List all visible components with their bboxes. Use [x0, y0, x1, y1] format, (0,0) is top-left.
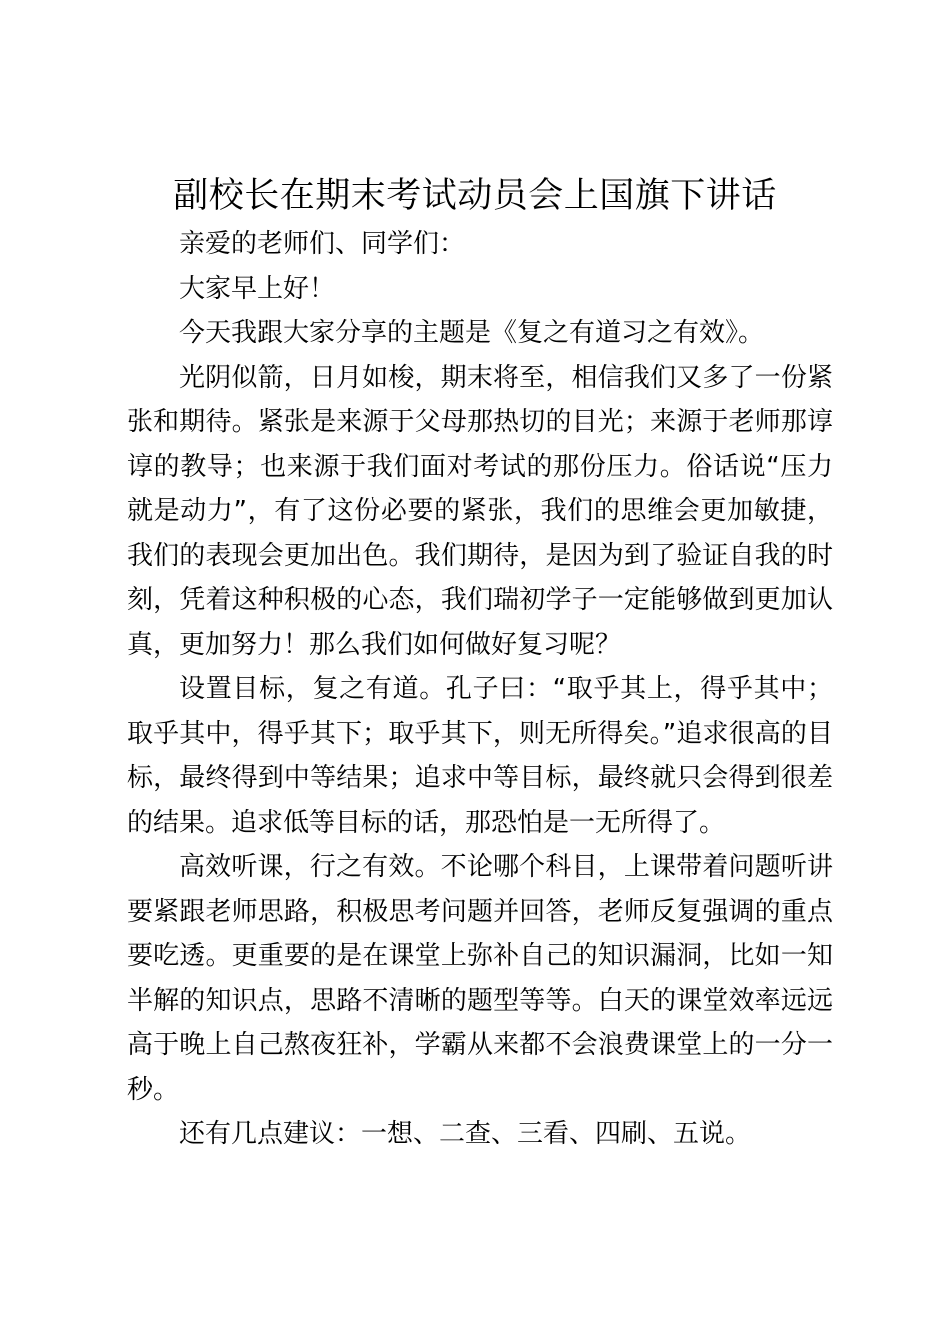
body-paragraph: 光阴似箭，日月如梭，期末将至，相信我们又多了一份紧张和期待。紧张是来源于父母那热切的目光；来源于老师那谆谆的教导；也来源于我们面对考试的那份压力。俗话说“压力就是动力”，有了这份必要的紧张，我们的思维会更加敏捷，我们的表现会更加出色。我们期待，是因为到了验证自我的时刻，凭着这种积极的心态，我们瑞初学子一定能够做到更加认真，更加努力！那么我们如何做好复习呢？ [127, 362, 833, 660]
body-paragraph: 高效听课，行之有效。不论哪个科目，上课带着问题听讲要紧跟老师思路，积极思考问题并回答，老师反复强调的重点要吃透。更重要的是在课堂上弥补自己的知识漏洞，比如一知半解的知识点，思路不清晰的题型等等。白天的课堂效率远远高于晚上自己熬夜狂补，学霸从来都不会浪费课堂上的一分一秒。 [127, 852, 833, 1105]
greeting-paragraph: 大家早上好！ [179, 273, 336, 304]
document-body [127, 222, 833, 1157]
topic-paragraph: 今天我跟大家分享的主题是《复之有道习之有效》。 [179, 318, 765, 348]
body-paragraph: 还有几点建议：一想、二查、三看、四刷、五说。 [179, 1119, 752, 1149]
salutation-paragraph: 亲爱的老师们、同学们： [179, 229, 466, 259]
body-paragraph: 设置目标，复之有道。孔子曰：“取乎其上，得乎其中；取乎其中，得乎其下；取乎其下，则无所得矣。”追求很高的目标，最终得到中等结果；追求中等目标，最终就只会得到很差的结果。追求低等目标的话，那恐怕是一无所得了。 [127, 674, 833, 838]
document-title: 副校长在期末考试动员会上国旗下讲话 [173, 176, 777, 216]
